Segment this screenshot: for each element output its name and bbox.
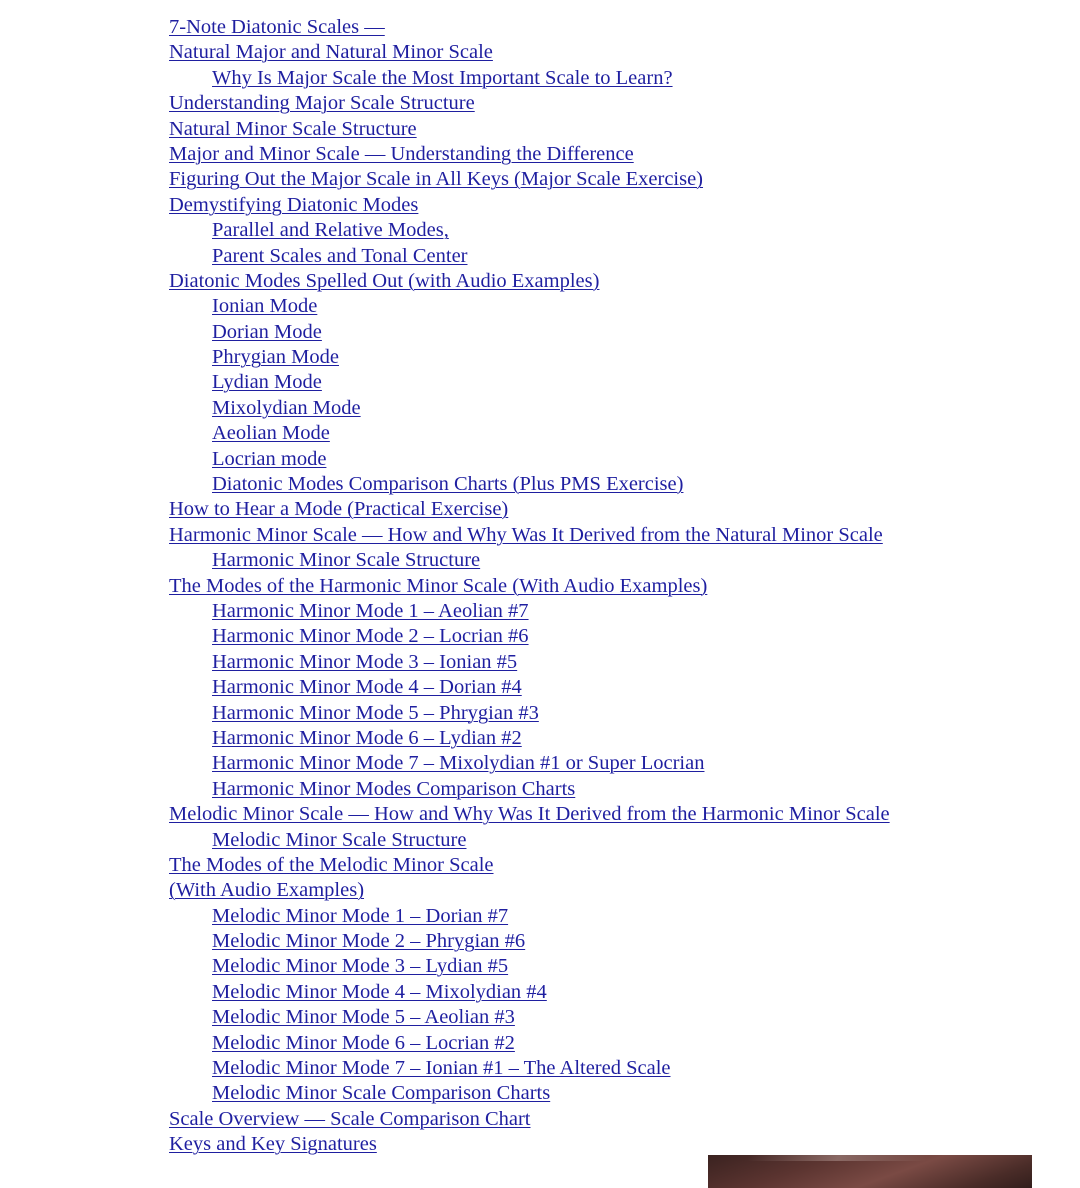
toc-entry <box>169 117 890 142</box>
toc-entry <box>169 1132 890 1157</box>
toc-entry <box>169 980 890 1005</box>
toc-link[interactable]: Understanding Major Scale Structure <box>169 92 475 115</box>
toc-link[interactable]: 7-Note Diatonic Scales — <box>169 16 385 38</box>
toc-link[interactable]: Aeolian Mode <box>212 422 330 445</box>
toc-entry <box>169 802 890 827</box>
toc-entry <box>169 954 890 979</box>
toc-entry <box>169 167 890 192</box>
toc-link[interactable]: Harmonic Minor Mode 3 – Ionian #5 <box>212 650 518 673</box>
toc-link[interactable]: The Modes of the Harmonic Minor Scale (With Audio Examples) <box>169 574 708 597</box>
toc-entry <box>169 675 890 700</box>
toc-entry <box>169 320 890 345</box>
toc-link[interactable]: Melodic Minor Mode 6 – Locrian #2 <box>212 1031 515 1054</box>
toc-link[interactable]: Melodic Minor Scale Comparison Charts <box>212 1082 551 1105</box>
toc-link[interactable]: How to Hear a Mode (Practical Exercise) <box>169 498 509 521</box>
toc-entry <box>169 523 890 548</box>
toc-link[interactable]: Melodic Minor Mode 2 – Phrygian #6 <box>212 930 526 953</box>
toc-entry <box>169 701 890 726</box>
video-thumbnail[interactable] <box>708 1155 1032 1188</box>
toc-link[interactable]: Melodic Minor Scale Structure <box>212 828 467 851</box>
toc-link[interactable]: Harmonic Minor Mode 7 – Mixolydian #1 or Super Locrian <box>212 752 705 775</box>
toc-link[interactable]: Mixolydian Mode <box>212 396 361 419</box>
toc-entry <box>169 447 890 472</box>
toc-link[interactable]: Why Is Major Scale the Most Important Scale to Learn? <box>212 66 673 89</box>
toc-link[interactable]: Diatonic Modes Spelled Out (with Audio Examples) <box>169 269 600 292</box>
toc-link[interactable]: The Modes of the Melodic Minor Scale <box>169 853 494 876</box>
toc-link[interactable]: Harmonic Minor Mode 2 – Locrian #6 <box>212 625 529 648</box>
toc-link[interactable]: Melodic Minor Mode 1 – Dorian #7 <box>212 904 509 927</box>
toc-link[interactable]: Harmonic Minor Scale Structure <box>212 549 481 572</box>
toc-link[interactable]: Harmonic Minor Mode 4 – Dorian #4 <box>212 676 522 699</box>
toc-link[interactable]: (With Audio Examples) <box>169 879 365 902</box>
toc-link[interactable]: Harmonic Minor Mode 5 – Phrygian #3 <box>212 701 539 724</box>
toc-entry <box>169 929 890 954</box>
toc-entry <box>169 624 890 649</box>
toc-entry <box>169 1081 890 1106</box>
toc-entry <box>169 1005 890 1030</box>
toc-entry <box>169 1107 890 1132</box>
toc-link[interactable]: Lydian Mode <box>212 371 322 394</box>
toc-link[interactable]: Harmonic Minor Mode 6 – Lydian #2 <box>212 726 522 749</box>
toc-link[interactable]: Natural Minor Scale Structure <box>169 117 417 140</box>
toc-entry <box>169 193 890 218</box>
toc-link[interactable]: Phrygian Mode <box>212 346 339 369</box>
toc-entry <box>169 574 890 599</box>
toc-link[interactable]: Parallel and Relative Modes, <box>212 219 449 242</box>
toc-link[interactable]: Melodic Minor Mode 7 – Ionian #1 – The Altered Scale <box>212 1057 671 1080</box>
toc-entry <box>169 345 890 370</box>
toc-link[interactable]: Melodic Minor Mode 5 – Aeolian #3 <box>212 1006 515 1029</box>
toc-entry <box>169 1031 890 1056</box>
toc-entry <box>169 828 890 853</box>
toc-entry <box>169 294 890 319</box>
toc-entry <box>169 1056 890 1081</box>
toc-link[interactable]: Scale Overview — Scale Comparison Chart <box>169 1107 531 1130</box>
toc-link[interactable]: Demystifying Diatonic Modes <box>169 193 419 216</box>
toc-entry <box>169 396 890 421</box>
toc-link[interactable]: Melodic Minor Mode 4 – Mixolydian #4 <box>212 980 547 1003</box>
toc-entry <box>169 497 890 522</box>
toc-entry <box>169 726 890 751</box>
toc-link[interactable]: Harmonic Minor Mode 1 – Aeolian #7 <box>212 599 529 622</box>
toc-entry <box>169 91 890 116</box>
toc-entry <box>169 66 890 91</box>
toc-link[interactable]: Parent Scales and Tonal Center <box>212 244 468 267</box>
toc-entry <box>169 904 890 929</box>
toc-entry <box>169 751 890 776</box>
toc-link[interactable]: Dorian Mode <box>212 320 322 343</box>
toc-entry <box>169 244 890 269</box>
toc-entry <box>169 878 890 903</box>
toc-entry <box>169 142 890 167</box>
thumbnail-sheen <box>746 1155 929 1161</box>
toc-entry <box>169 472 890 497</box>
toc-link[interactable]: Harmonic Minor Scale — How and Why Was It Derived from the Natural Minor Scale <box>169 523 883 546</box>
toc-link[interactable]: Diatonic Modes Comparison Charts (Plus PMS Exercise) <box>212 473 684 496</box>
toc-link[interactable]: Figuring Out the Major Scale in All Keys (Major Scale Exercise) <box>169 168 704 191</box>
toc-entry <box>169 421 890 446</box>
toc-entry <box>169 269 890 294</box>
toc-entry <box>169 548 890 573</box>
toc-link[interactable]: Melodic Minor Mode 3 – Lydian #5 <box>212 955 509 978</box>
toc-link[interactable]: Locrian mode <box>212 447 327 470</box>
toc-entry <box>169 40 890 65</box>
toc-entry <box>169 370 890 395</box>
toc-entry <box>169 853 890 878</box>
toc-entry <box>169 15 890 40</box>
toc-entry <box>169 777 890 802</box>
toc-link[interactable]: Major and Minor Scale — Understanding the Difference <box>169 142 634 165</box>
toc-entry <box>169 218 890 243</box>
toc-link[interactable]: Natural Major and Natural Minor Scale <box>169 41 493 64</box>
toc-link[interactable]: Melodic Minor Scale — How and Why Was It Derived from the Harmonic Minor Scale <box>169 803 890 826</box>
toc-link[interactable]: Harmonic Minor Modes Comparison Charts <box>212 777 576 800</box>
toc-entry <box>169 599 890 624</box>
toc-link[interactable]: Keys and Key Signatures <box>169 1133 377 1156</box>
toc-entry <box>169 650 890 675</box>
table-of-contents <box>169 15 890 1158</box>
toc-link[interactable]: Ionian Mode <box>212 295 318 318</box>
